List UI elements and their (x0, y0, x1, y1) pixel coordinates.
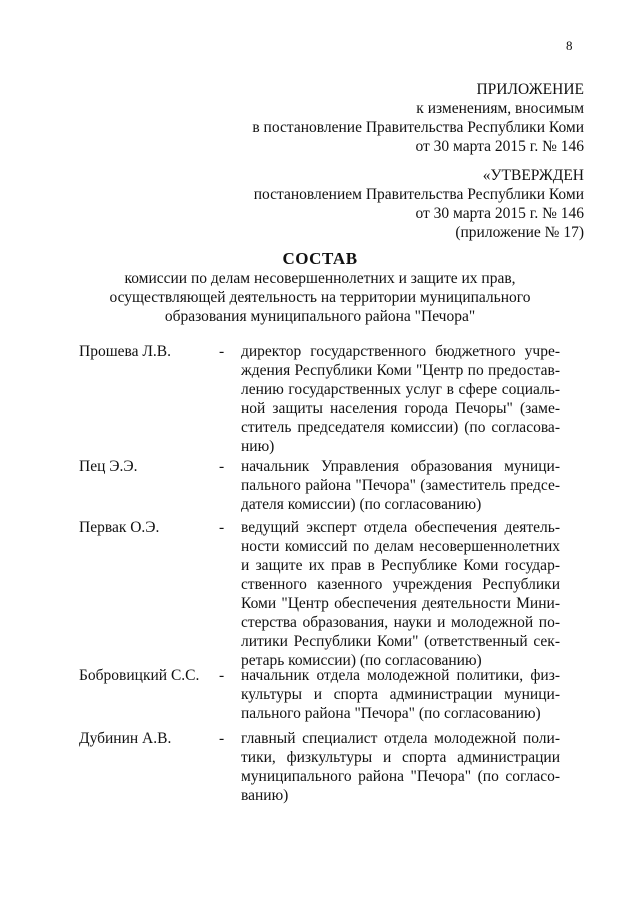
member-description: начальник Управления образования муниципального района "Печора" (заместитель председателя комиссии) (по согласованию) (241, 458, 560, 513)
appendix-header (252, 80, 584, 156)
title-sub-line: комиссии по делам несовершеннолетних и защите их прав, (124, 270, 516, 287)
approved-line: «УТВЕРЖДЕН (482, 167, 584, 184)
member-name: Первак О.Э. (79, 519, 160, 536)
member-dash: - (219, 458, 225, 475)
appendix-line: в постановление Правительства Республики Коми (252, 119, 584, 136)
member-description: главный специалист отдела молодежной политики, физкультуры и спорта администрации муниципального района "Печора" (по согласованию) (241, 730, 560, 804)
appendix-line: от 30 марта 2015 г. № 146 (415, 138, 584, 155)
appendix-line: ПРИЛОЖЕНИЕ (476, 81, 584, 98)
member-name: Дубинин А.В. (79, 730, 172, 747)
appendix-line: к изменениям, вносимым (416, 100, 584, 117)
member-dash: - (219, 343, 225, 360)
approved-header (254, 166, 584, 242)
approved-line: постановлением Правительства Республики Коми (253, 186, 584, 203)
member-dash: - (219, 667, 225, 684)
member-description: директор государственного бюджетного учреждения Республики Коми "Центр по предоставлению государственных услуг в сфере социальной защиты населения города Печоры" (заместитель председателя комиссии) (по согласованию) (241, 343, 560, 455)
title-main: СОСТАВ (282, 249, 358, 268)
page-number: 8 (566, 38, 573, 53)
member-name: Бобровицкий С.С. (79, 667, 200, 684)
title-sub-line: осуществляющей деятельность на территории муниципального (109, 289, 531, 306)
member-description: ведущий эксперт отдела обеспечения деятельности комиссий по делам несовершеннолетних и защите их прав в Республике Коми государственного казенного учреждения Республики Коми "Центр обеспечения деятельности Министерства образования, науки и молодежной политики Республики Коми" (ответственный секретарь комиссии) (по согласованию) (241, 519, 560, 669)
member-dash: - (219, 730, 225, 747)
member-dash: - (219, 519, 225, 536)
title-sub-line: образования муниципального района "Печора" (164, 308, 476, 325)
document-title (0, 249, 640, 326)
member-name: Пец Э.Э. (79, 458, 138, 475)
approved-line: от 30 марта 2015 г. № 146 (415, 205, 584, 222)
member-name: Прошева Л.В. (79, 343, 171, 360)
member-description: начальник отдела молодежной политики, физкультуры и спорта администрации муниципального района "Печора" (по согласованию) (241, 667, 560, 722)
approved-line: (приложение № 17) (455, 224, 584, 241)
